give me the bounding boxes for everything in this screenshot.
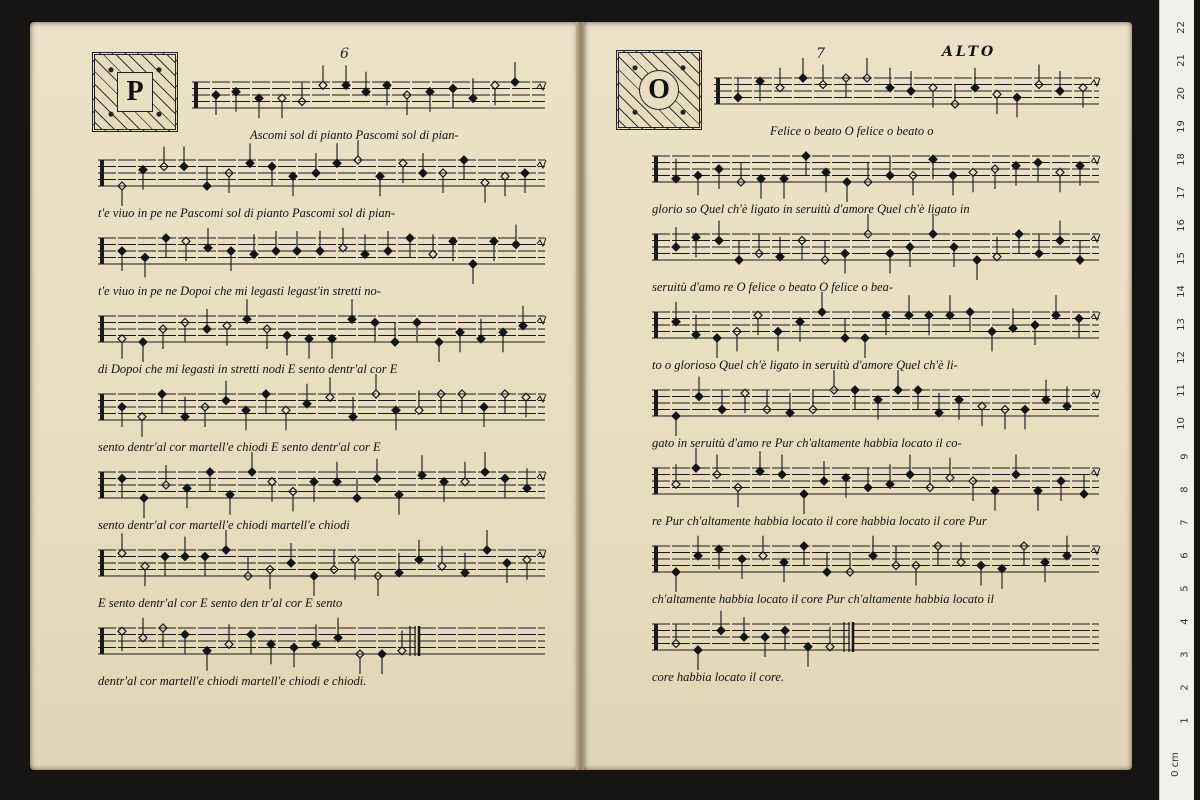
lyric-line: Ascomi sol di pianto Pascomi sol di pian- — [250, 128, 459, 142]
staff — [652, 536, 1100, 592]
ruler-number: 11 — [1176, 384, 1188, 397]
lyric-line: re Pur ch'altamente habbia locato il core habbia locato il core Pur — [652, 514, 987, 528]
staff — [98, 452, 546, 518]
ruler-number: 20 — [1176, 87, 1188, 100]
ruler-number: 13 — [1176, 318, 1188, 331]
ruler-number: 9 — [1179, 453, 1191, 460]
ruler-number: 5 — [1179, 585, 1191, 592]
ruler-number: 2 — [1179, 684, 1191, 691]
lyric-line: sento dentr'al cor martell'e chiodi martell'e chiodi — [98, 518, 350, 532]
staff — [98, 618, 545, 674]
ruler-number: 10 — [1176, 417, 1188, 430]
ruler-number: 3 — [1179, 651, 1191, 658]
ruler-number: 19 — [1176, 120, 1188, 133]
staff — [98, 530, 546, 596]
ruler-number: 8 — [1179, 486, 1191, 493]
ruler-number: 16 — [1176, 219, 1188, 232]
ruler-number: 1 — [1179, 717, 1191, 724]
voice-label: ALTO — [942, 44, 997, 60]
ruler-number: 22 — [1176, 21, 1188, 34]
lyric-line: sento dentr'al cor martell'e chiodi E sento dentr'al cor E — [98, 440, 381, 454]
ruler-number: 4 — [1179, 618, 1191, 625]
right-page — [584, 22, 1132, 770]
ruler-number: 7 — [1179, 519, 1191, 526]
lyric-line: E sento dentr'al cor E sento den tr'al cor E sento — [98, 596, 343, 610]
ruler-unit: 0 cm — [1170, 752, 1182, 777]
staff — [652, 292, 1100, 358]
ruler-number: 14 — [1176, 285, 1188, 298]
left-page-number: 6 — [340, 46, 349, 62]
lyric-line: core habbia locato il core. — [652, 670, 785, 684]
lyric-line: di Dopoi che mi legasti in stretti nodi E sento dentr'al cor E — [98, 362, 398, 376]
staff — [192, 62, 546, 118]
left-page — [30, 22, 578, 770]
lyric-line: Felice o beato O felice o beato o — [770, 124, 934, 138]
lyric-line: to o glorioso Quel ch'è ligato in seruitù d'amore Quel ch'è li- — [652, 358, 958, 372]
measuring-ruler — [1159, 0, 1194, 800]
lyric-line: gato in seruitù d'amo re Pur ch'altamente habbia locato il co- — [652, 436, 962, 450]
ruler-number: 6 — [1179, 552, 1191, 559]
lyric-line: seruitù d'amo re O felice o beato O felice o bea- — [652, 280, 894, 294]
staff — [652, 214, 1100, 280]
lyric-line: dentr'al cor martell'e chiodi martell'e chiodi e chiodi. — [98, 674, 367, 688]
staff — [98, 140, 546, 206]
staff — [98, 299, 546, 362]
lyric-line: t'e viuo in pe ne Dopoi che mi legasti legast'in stretti no- — [98, 284, 381, 298]
staff — [652, 611, 1099, 671]
right-page-number: 7 — [816, 46, 825, 62]
staff — [652, 370, 1100, 436]
staff — [98, 225, 546, 285]
ruler-number: 17 — [1176, 186, 1188, 199]
staff — [98, 374, 546, 437]
lyric-line: t'e viuo in pe ne Pascomi sol di pianto Pascomi sol di pian- — [98, 206, 396, 220]
initial-letter-right: O — [639, 70, 679, 110]
staff — [714, 58, 1100, 118]
ruler-number: 21 — [1176, 54, 1188, 67]
ruler-number: 15 — [1176, 252, 1188, 265]
staff — [652, 152, 1100, 202]
lyric-line: ch'altamente habbia locato il core Pur ch'altamente habbia locato il — [652, 592, 994, 606]
lyric-line: glorio so Quel ch'è ligato in seruitù d'amore Quel ch'è ligato in — [652, 202, 970, 216]
ruler-number: 12 — [1176, 351, 1188, 364]
ruler-number: 18 — [1176, 153, 1188, 166]
initial-letter-left: P — [117, 72, 153, 112]
staff — [652, 448, 1100, 514]
